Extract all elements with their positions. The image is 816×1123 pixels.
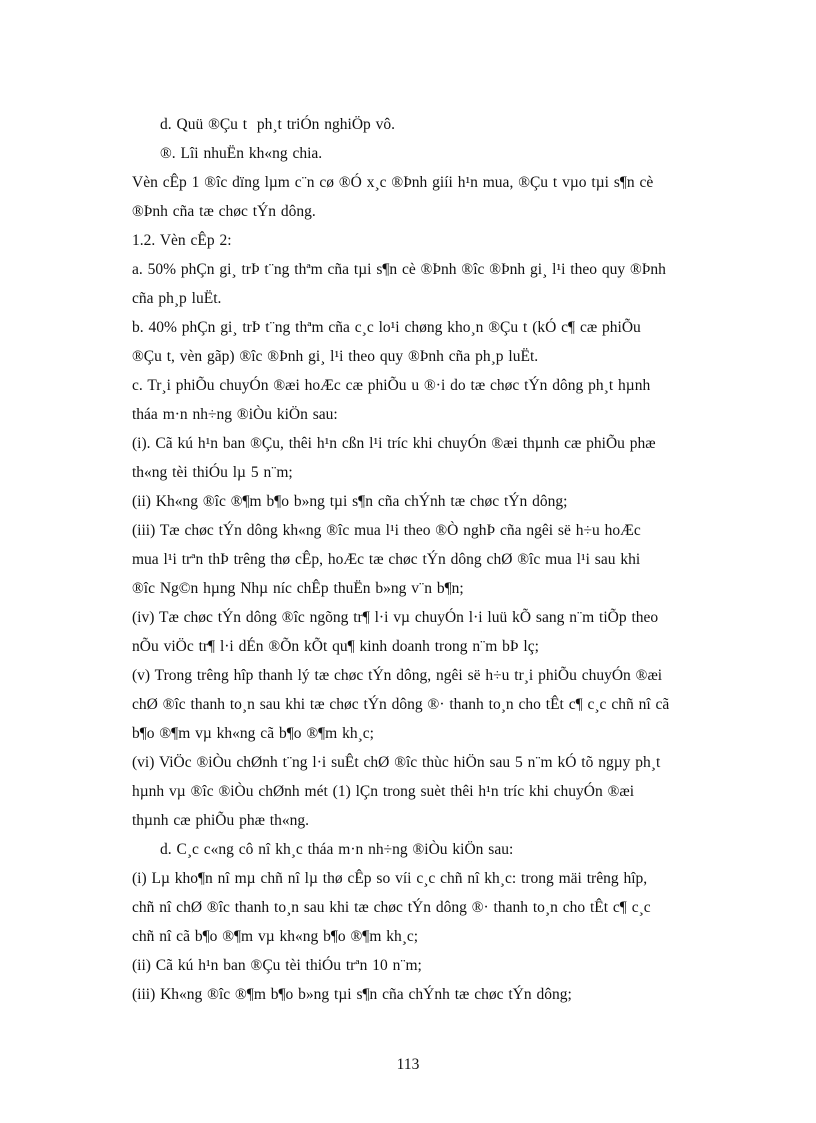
text-line: (ii) Cã kú h¹n ban ®Çu tèi thiÓu trªn 10 n¨m; [132, 957, 422, 974]
text-line: c. Tr¸i phiÕu chuyÓn ®æi hoÆc cæ phiÕu u ®·i do tæ chøc tÝn dông ph¸t hµnh [132, 377, 651, 394]
text-line: chñ nî chØ ®îc thanh to¸n sau khi tæ chøc tÝn dông ®· thanh to¸n cho tÊt c¶ c¸c [132, 899, 651, 916]
text-line: mua l¹i trªn thÞ trêng thø cÊp, hoÆc tæ chøc tÝn dông chØ ®îc mua l¹i sau khi [132, 551, 641, 568]
text-line: (vi) ViÖc ®iÒu chØnh t¨ng l·i suÊt chØ ®îc thùc hiÖn sau 5 n¨m kÓ tõ ngµy ph¸t [132, 754, 661, 771]
text-line: hµnh vµ ®îc ®iÒu chØnh mét (1) lÇn trong suèt thêi h¹n tríc khi chuyÓn ®æi [132, 783, 635, 800]
text-line: ®Çu t, vèn gãp) ®îc ®Þnh gi¸ l¹i theo quy ®Þnh cña ph¸p luËt. [132, 348, 539, 365]
text-line: (i). Cã kú h¹n ban ®Çu, thêi h¹n cßn l¹i tríc khi chuyÓn ®æi thµnh cæ phiÕu phæ [132, 435, 656, 452]
text-line: b. 40% phÇn gi¸ trÞ t¨ng thªm cña c¸c lo¹i chøng kho¸n ®Çu t (kÓ c¶ cæ phiÕu [132, 319, 641, 336]
page-number: 113 [396, 1056, 420, 1073]
document-body [132, 110, 737, 1009]
text-line: ®. Lîi nhuËn kh«ng chia. [160, 145, 323, 162]
text-line: ®îc Ng©n hµng Nhµ níc chÊp thuËn b»ng v¨n b¶n; [132, 580, 464, 597]
text-line: nÕu viÖc tr¶ l·i dÉn ®Õn kÕt qu¶ kinh doanh trong n¨m bÞ lç; [132, 638, 539, 655]
text-line: (iii) Kh«ng ®îc ®¶m b¶o b»ng tµi s¶n cña chÝnh tæ chøc tÝn dông; [132, 986, 572, 1003]
text-line: a. 50% phÇn gi¸ trÞ t¨ng thªm cña tµi s¶n cè ®Þnh ®îc ®Þnh gi¸ l¹i theo quy ®Þnh [132, 261, 666, 278]
text-line: b¶o ®¶m vµ kh«ng cã b¶o ®¶m kh¸c; [132, 725, 374, 742]
text-line: Vèn cÊp 1 ®îc dïng lµm c¨n cø ®Ó x¸c ®Þnh giíi h¹n mua, ®Çu t vµo tµi s¶n cè [132, 174, 654, 191]
text-line: thµnh cæ phiÕu phæ th«ng. [132, 812, 309, 829]
text-line: cña ph¸p luËt. [132, 290, 222, 307]
text-line: th«ng tèi thiÓu lµ 5 n¨m; [132, 464, 293, 481]
text-line: chØ ®îc thanh to¸n sau khi tæ chøc tÝn dông ®· thanh to¸n cho tÊt c¶ c¸c chñ nî cã [132, 696, 670, 713]
text-line: d. Quü ®Çu t ph¸t triÓn nghiÖp vô. [160, 116, 396, 133]
text-line: (v) Trong trêng hîp thanh lý tæ chøc tÝn dông, ngêi së h÷u tr¸i phiÕu chuyÓn ®æi [132, 667, 663, 684]
section-heading: 1.2. Vèn cÊp 2: [132, 232, 232, 249]
text-line: chñ nî cã b¶o ®¶m vµ kh«ng b¶o ®¶m kh¸c; [132, 928, 419, 945]
text-line: tháa m·n nh÷ng ®iÒu kiÖn sau: [132, 406, 338, 423]
text-line: d. C¸c c«ng cô nî kh¸c tháa m·n nh÷ng ®iÒu kiÖn sau: [160, 841, 514, 858]
text-line: (i) Lµ kho¶n nî mµ chñ nî lµ thø cÊp so víi c¸c chñ nî kh¸c: trong mäi trêng hîp, [132, 870, 648, 887]
text-line: (ii) Kh«ng ®îc ®¶m b¶o b»ng tµi s¶n cña chÝnh tæ chøc tÝn dông; [132, 493, 568, 510]
text-line: (iii) Tæ chøc tÝn dông kh«ng ®îc mua l¹i theo ®Ò nghÞ cña ngêi së h÷u hoÆc [132, 522, 641, 539]
text-line: ®Þnh cña tæ chøc tÝn dông. [132, 203, 316, 220]
text-line: (iv) Tæ chøc tÝn dông ®îc ngõng tr¶ l·i vµ chuyÓn l·i luü kÕ sang n¨m tiÕp theo [132, 609, 659, 626]
